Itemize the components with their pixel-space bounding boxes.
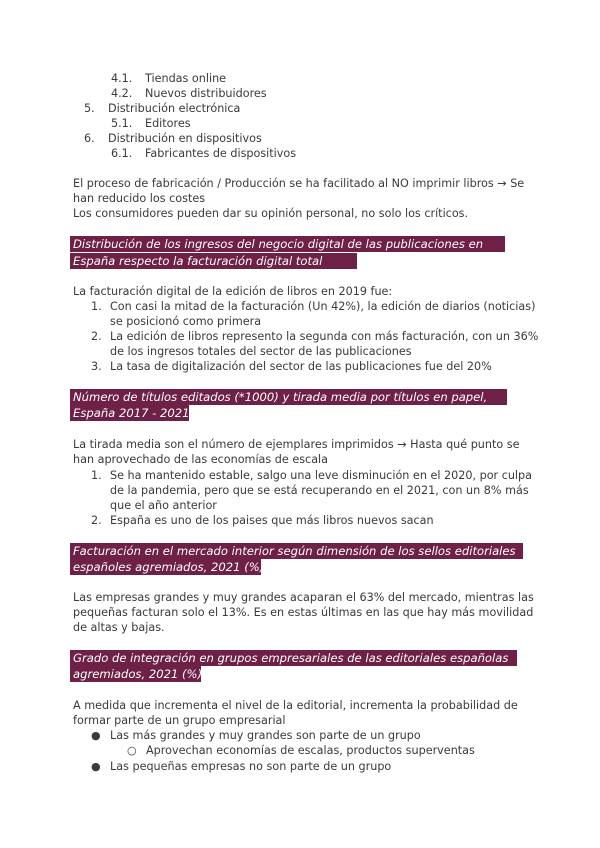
section-lead: A medida que incrementa el nivel de la editorial, incrementa la probabilidad de: [73, 699, 518, 712]
outline-item: Tiendas online: [145, 72, 227, 85]
outline-number: 4.1.: [111, 72, 133, 85]
bullet-marker: ○: [127, 744, 137, 757]
section-lead: La tirada media son el número de ejemplares imprimidos → Hasta qué punto se: [73, 438, 520, 451]
outline-number: 5.: [84, 102, 95, 115]
list-item: España es uno de los paises que más libros nuevos sacan: [110, 514, 434, 527]
section-lead: pequeñas facturan solo el 13%. Es en estas últimas en las que hay más movilidad: [73, 606, 534, 619]
section-lead: han aprovechado de las economías de escala: [73, 453, 329, 466]
outline-number: 6.: [84, 132, 95, 145]
section-heading: Grado de integración en grupos empresariales de las editoriales españolas: [70, 650, 517, 666]
outline-item: Distribución electrónica: [108, 102, 241, 115]
section-heading: España respecto la facturación digital total: [70, 253, 357, 269]
list-item: La tasa de digitalización del sector de las publicaciones fue del 20%: [110, 360, 492, 373]
section-heading: Distribución de los ingresos del negocio digital de las publicaciones en: [70, 236, 505, 252]
list-item: que el año anterior: [110, 499, 217, 512]
bullet-marker: ●: [91, 760, 101, 773]
bullet-item: Aprovechan economías de escalas, productos superventas: [146, 744, 475, 757]
outline-item: Distribución en dispositivos: [108, 132, 262, 145]
list-item: Con casi la mitad de la facturación (Un 42%), la edición de diarios (noticias): [110, 300, 536, 313]
outline-item: Fabricantes de dispositivos: [145, 147, 297, 160]
list-marker: 1.: [91, 469, 102, 482]
list-marker: 2.: [91, 514, 102, 527]
intro-line: han reducido los costes: [73, 192, 206, 205]
section-lead: La facturación digital de la edición de libros en 2019 fue:: [73, 285, 393, 298]
list-item: de los ingresos totales del sector de las publicaciones: [110, 345, 412, 358]
section-heading: agremiados, 2021 (%): [70, 666, 201, 682]
list-marker: 1.: [91, 300, 102, 313]
section-lead: de altas y bajas.: [73, 621, 165, 634]
list-item: La edición de libros represento la segunda con más facturación, con un 36%: [110, 330, 539, 343]
bullet-item: Las más grandes y muy grandes son parte de un grupo: [110, 729, 421, 742]
section-heading: Número de títulos editados (*1000) y tirada media por títulos en papel,: [70, 389, 507, 405]
outline-number: 4.2.: [111, 87, 133, 100]
bullet-marker: ●: [91, 729, 101, 742]
section-lead: Las empresas grandes y muy grandes acaparan el 63% del mercado, mientras las: [73, 591, 534, 604]
list-item: se posicionó como primera: [110, 315, 262, 328]
outline-number: 5.1.: [111, 117, 133, 130]
section-heading: España 2017 - 2021: [70, 405, 189, 421]
section-heading: españoles agremiados, 2021 (%): [70, 559, 261, 575]
intro-line: Los consumidores pueden dar su opinión personal, no solo los críticos.: [73, 207, 469, 220]
list-item: Se ha mantenido estable, salgo una leve disminución en el 2020, por culpa: [110, 469, 533, 482]
outline-item: Editores: [145, 117, 191, 130]
list-marker: 3.: [91, 360, 102, 373]
list-item: de la pandemia, pero que se está recuperando en el 2021, con un 8% más: [110, 484, 529, 497]
intro-line: El proceso de fabricación / Producción se ha facilitado al NO imprimir libros → Se: [73, 177, 525, 190]
outline-item: Nuevos distribuidores: [145, 87, 267, 100]
section-heading: Facturación en el mercado interior según dimensión de los sellos editoriales: [70, 543, 523, 559]
section-lead: formar parte de un grupo empresarial: [73, 714, 286, 727]
bullet-item: Las pequeñas empresas no son parte de un grupo: [110, 760, 392, 773]
outline-number: 6.1.: [111, 147, 133, 160]
list-marker: 2.: [91, 330, 102, 343]
